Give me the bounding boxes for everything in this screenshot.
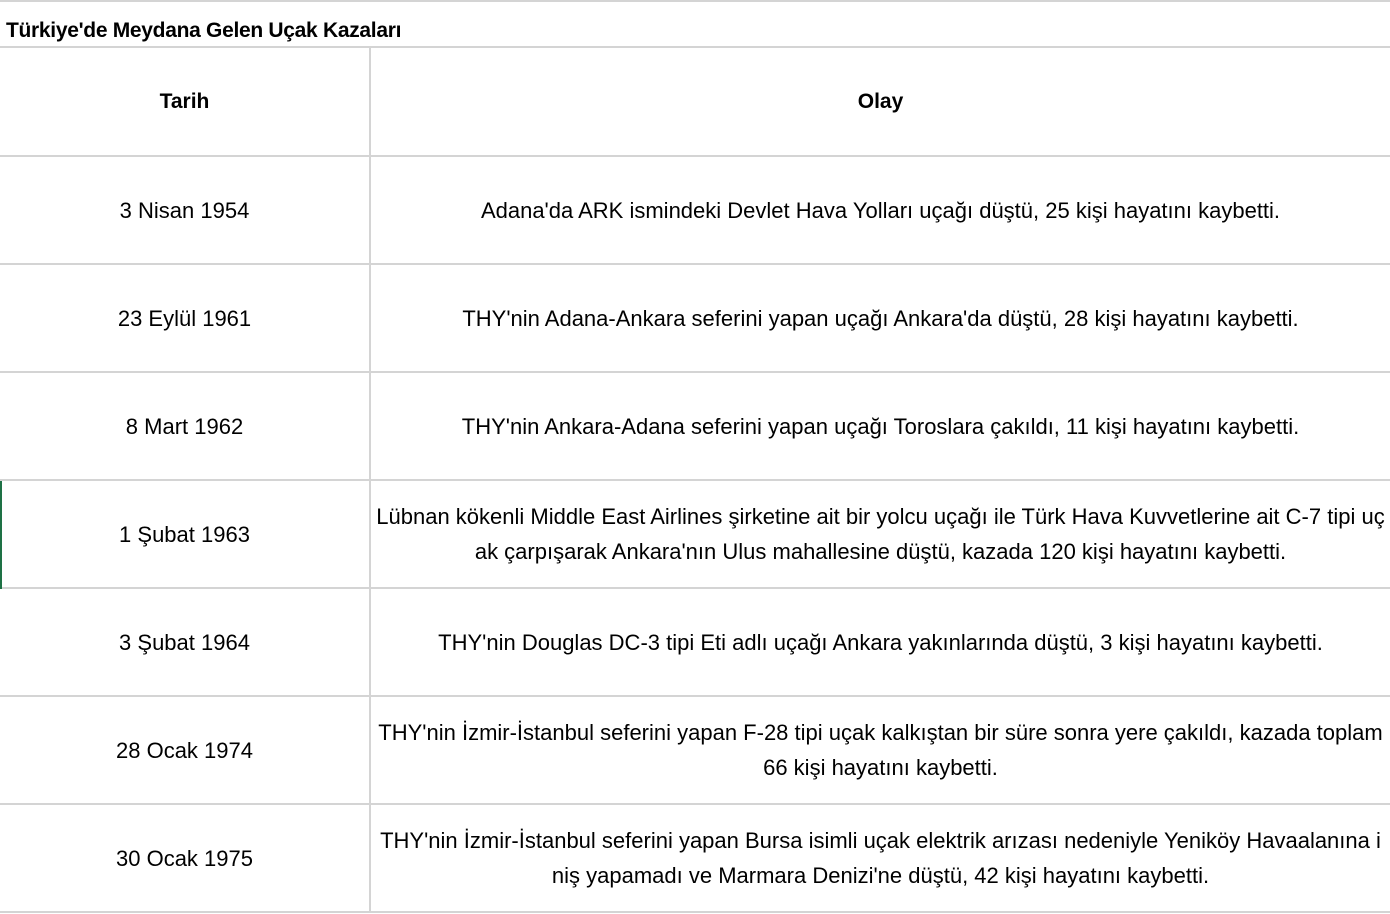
table-row	[0, 372, 1390, 480]
event-text: THY'nin İzmir-İstanbul seferini yapan F-28 tipi uçak kalkıştan bir süre sonra yere çakıldı, kazada toplam 66 kişi hayatını kaybetti.	[378, 720, 1383, 780]
event-cell[interactable]	[370, 588, 1390, 696]
table-row	[0, 696, 1390, 804]
date-cell[interactable]: 8 Mart 1962	[0, 372, 370, 480]
active-row-indicator	[0, 481, 2, 589]
table-row	[0, 480, 1390, 588]
date-cell[interactable]: 23 Eylül 1961	[0, 264, 370, 372]
date-cell[interactable]: 1 Şubat 1963	[0, 480, 370, 588]
column-header-date[interactable]: Tarih	[0, 48, 370, 156]
table-row	[0, 588, 1390, 696]
date-cell[interactable]: 28 Ocak 1974	[0, 696, 370, 804]
event-cell[interactable]	[370, 156, 1390, 264]
column-header-event[interactable]: Olay	[370, 48, 1390, 156]
event-text: THY'nin Adana-Ankara seferini yapan uçağı Ankara'da düştü, 28 kişi hayatını kaybetti.	[462, 305, 1299, 331]
table-row	[0, 804, 1390, 912]
event-text: Lübnan kökenli Middle East Airlines şirketine ait bir yolcu uçağı ile Türk Hava Kuvvetlerine ait C-7 tipi uçak çarpışarak Ankara'nın Ulus mahallesine düştü, kazada 120 kişi hayatını kaybetti.	[376, 504, 1385, 564]
date-cell[interactable]: 30 Ocak 1975	[0, 804, 370, 912]
date-cell[interactable]: 3 Nisan 1954	[0, 156, 370, 264]
date-cell[interactable]: 3 Şubat 1964	[0, 588, 370, 696]
event-text: Adana'da ARK ismindeki Devlet Hava Yolları uçağı düştü, 25 kişi hayatını kaybetti.	[480, 197, 1281, 223]
event-cell[interactable]	[370, 264, 1390, 372]
event-cell[interactable]	[370, 372, 1390, 480]
table-row	[0, 156, 1390, 264]
event-text: THY'nin İzmir-İstanbul seferini yapan Bursa isimli uçak elektrik arızası nedeniyle Yeniköy Havaalanına iniş yapamadı ve Marmara Denizi'ne düştü, 42 kişi hayatını kaybetti.	[380, 828, 1381, 888]
sheet-title: Türkiye'de Meydana Gelen Uçak Kazaları	[6, 19, 402, 42]
event-text: THY'nin Douglas DC-3 tipi Eti adlı uçağı Ankara yakınlarında düştü, 3 kişi hayatını kaybetti.	[438, 629, 1323, 655]
event-cell[interactable]	[370, 696, 1390, 804]
event-cell[interactable]	[370, 480, 1390, 588]
accidents-table	[0, 48, 1390, 913]
title-row[interactable]	[0, 0, 1390, 48]
event-cell[interactable]	[370, 804, 1390, 912]
table-row	[0, 264, 1390, 372]
event-text: THY'nin Ankara-Adana seferini yapan uçağı Toroslara çakıldı, 11 kişi hayatını kaybetti.	[461, 413, 1300, 439]
header-row	[0, 48, 1390, 156]
